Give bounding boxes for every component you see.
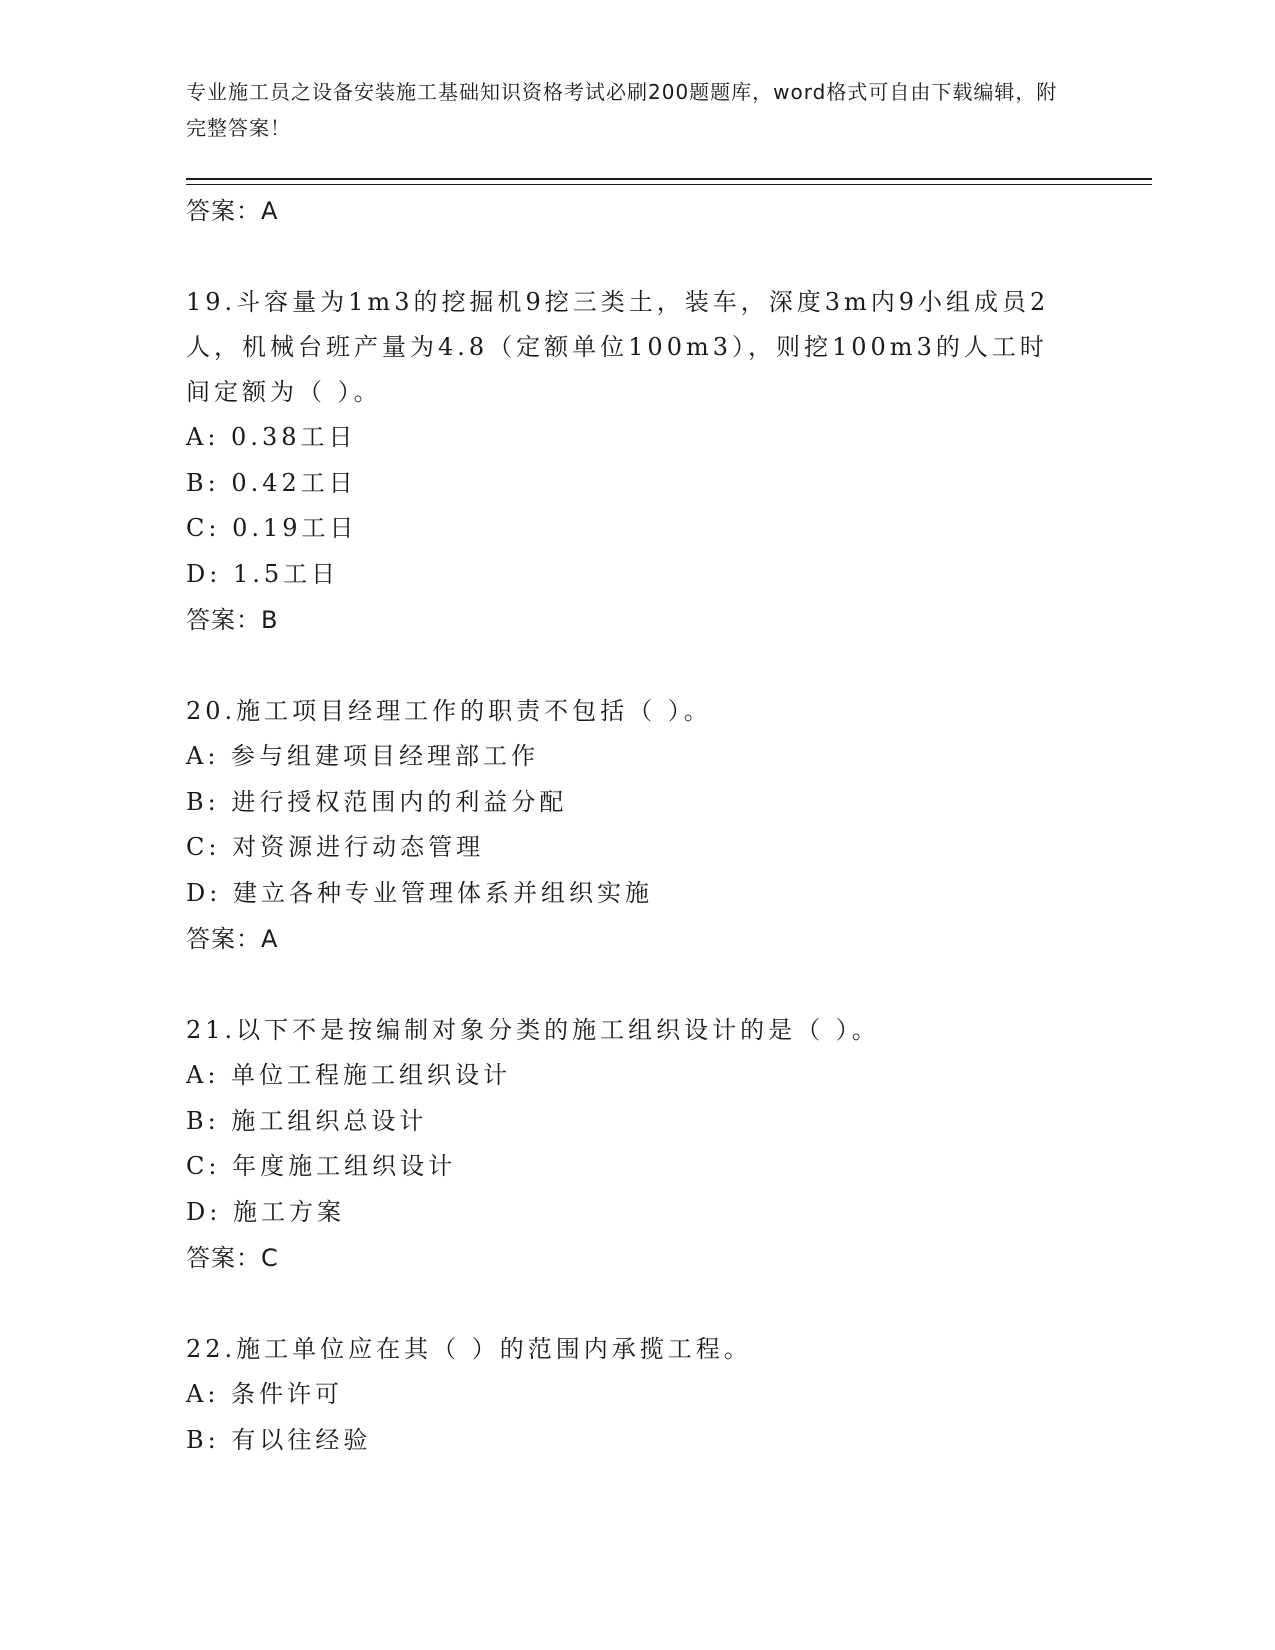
option-c: C: 0.19工日	[186, 514, 358, 542]
answer-line: 答案：A	[186, 197, 279, 225]
question-stem: 19.斗容量为1m3的挖掘机9挖三类土，装车，深度3m内9小组成员2人，机械台班产量为4.8（定额单位100m3），则挖100m3的人工时间定额为（ ）。	[186, 288, 1050, 406]
option-a: A: 参与组建项目经理部工作	[186, 742, 540, 770]
question-block	[186, 1008, 1066, 1281]
question-stem: 21.以下不是按编制对象分类的施工组织设计的是（ ）。	[186, 1016, 880, 1044]
question-block	[186, 1327, 1066, 1463]
option-a: A: 单位工程施工组织设计	[186, 1061, 512, 1089]
question-content	[186, 188, 1066, 1463]
answer-line: 答案：A	[186, 925, 279, 953]
answer-line: 答案：B	[186, 606, 279, 634]
option-d: D: 1.5工日	[186, 559, 340, 588]
question-block	[186, 689, 1066, 962]
option-d: D: 建立各种专业管理体系并组织实施	[186, 878, 653, 907]
option-d: D: 施工方案	[186, 1197, 345, 1226]
answer-line: 答案：C	[186, 1244, 279, 1272]
option-c: C: 年度施工组织设计	[186, 1152, 457, 1180]
option-b: B: 进行授权范围内的利益分配	[186, 787, 568, 816]
option-b: B: 0.42工日	[186, 468, 357, 497]
question-stem: 20.施工项目经理工作的职责不包括（ ）。	[186, 697, 712, 725]
question-block	[186, 280, 1066, 643]
page-header-title: 专业施工员之设备安装施工基础知识资格考试必刷200题题库，word格式可自由下载编辑，附完整答案！	[186, 80, 1058, 140]
option-a: A: 条件许可	[186, 1380, 344, 1408]
header-rule-thin	[186, 184, 1152, 185]
question-stem: 22.施工单位应在其（ ）的范围内承揽工程。	[186, 1335, 752, 1363]
option-c: C: 对资源进行动态管理	[186, 833, 485, 861]
option-b: B: 施工组织总设计	[186, 1106, 428, 1135]
header-rule-thick	[186, 178, 1152, 180]
option-a: A: 0.38工日	[186, 423, 357, 451]
option-b: B: 有以往经验	[186, 1425, 372, 1454]
